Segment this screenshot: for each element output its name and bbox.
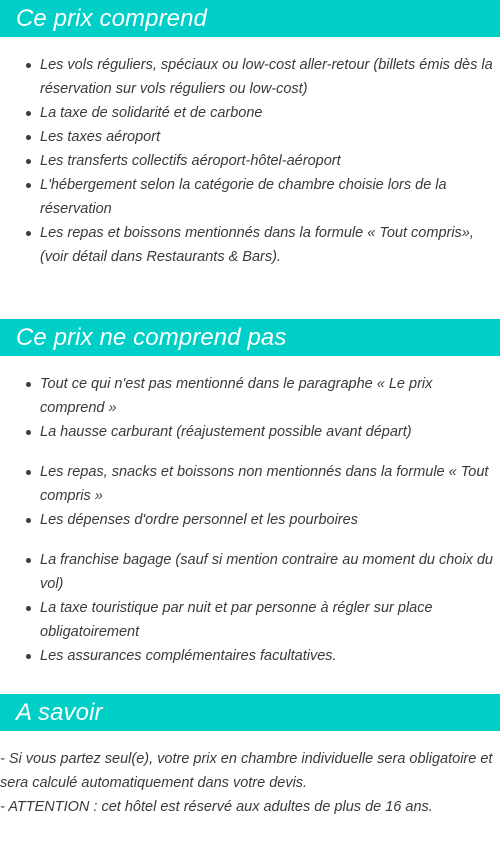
section-title-excluded: Ce prix ne comprend pas [16,323,287,351]
list-item: La franchise bagage (sauf si mention contraire au moment du choix du vol) [40,548,500,596]
section-header-included [0,0,500,37]
list-item: Les dépenses d'ordre personnel et les pourboires [40,508,500,532]
list-item: Les transferts collectifs aéroport-hôtel-aéroport [40,149,500,173]
list-item: La hausse carburant (réajustement possible avant départ) [40,420,500,444]
section-header-info [0,694,500,731]
list-item: La taxe touristique par nuit et par personne à régler sur place obligatoirement [40,596,500,644]
info-text [0,747,495,819]
list-item: Les taxes aéroport [40,125,500,149]
section-title-included: Ce prix comprend [16,4,208,32]
list-item: Les repas et boissons mentionnés dans la formule « Tout compris», (voir détail dans Restaurants & Bars). [40,221,500,269]
info-line: - ATTENTION : cet hôtel est réservé aux adultes de plus de 16 ans. [0,799,433,815]
list-item: Les repas, snacks et boissons non mentionnés dans la formule « Tout compris » [40,460,500,508]
info-line: - Si vous partez seul(e), votre prix en chambre individuelle sera obligatoire et sera calculé automatiquement dans votre devis. [0,751,493,791]
list-item: La taxe de solidarité et de carbone [40,101,500,125]
list-item: Les assurances complémentaires facultatives. [40,644,500,668]
included-list [0,53,500,269]
list-item: L'hébergement selon la catégorie de chambre choisie lors de la réservation [40,173,500,221]
section-title-info: A savoir [16,698,103,726]
list-item: Les vols réguliers, spéciaux ou low-cost aller-retour (billets émis dès la réservation sur vols réguliers ou low-cost) [40,53,500,101]
excluded-list [0,372,500,668]
section-header-excluded [0,319,500,356]
list-item: Tout ce qui n'est pas mentionné dans le paragraphe « Le prix comprend » [40,372,500,420]
